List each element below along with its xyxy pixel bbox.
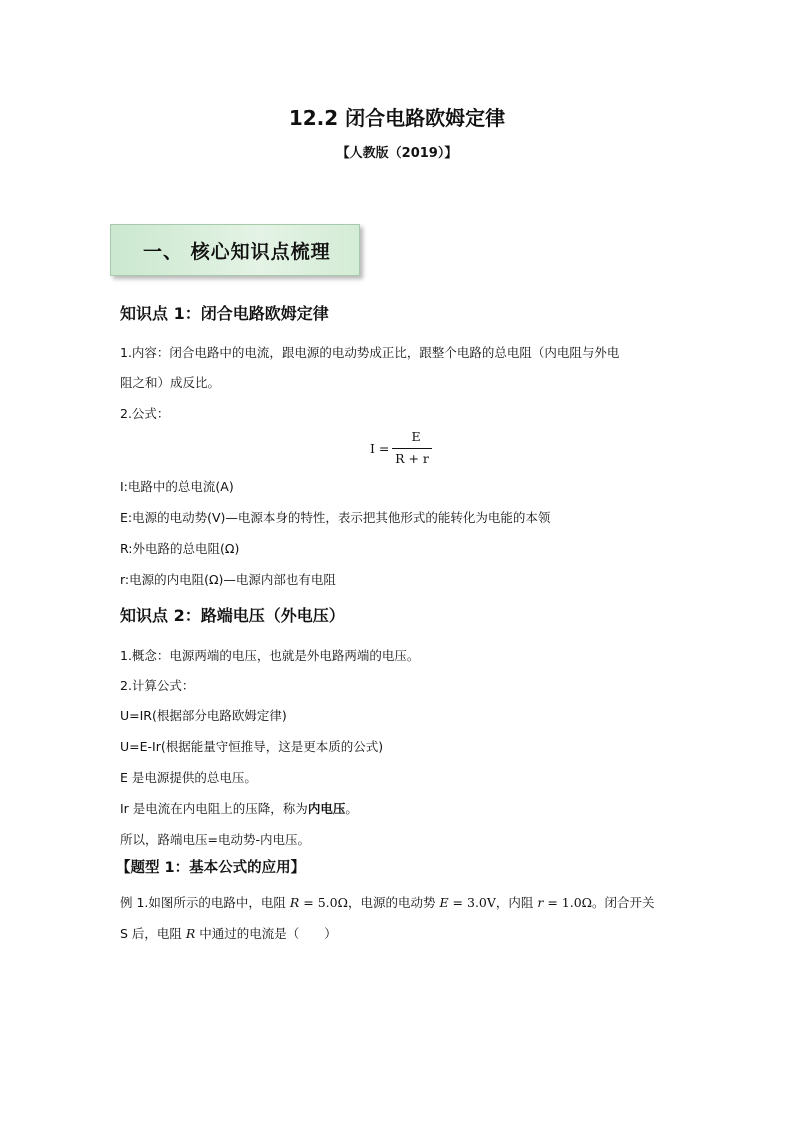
ex-line2-pre: S 后，电阻 bbox=[120, 926, 186, 941]
edition-label: 【人教版（2019）】 bbox=[336, 146, 458, 161]
kp1-def-e: E:电源的电动势(V)—电源本身的特性，表示把其他形式的能转化为电能的本领 bbox=[120, 510, 551, 525]
formula-denominator: R + r bbox=[395, 451, 429, 466]
kp2-concept: 1.概念：电源两端的电压，也就是外电路两端的电压。 bbox=[120, 648, 420, 663]
kp1-formula-label: 2.公式： bbox=[120, 406, 170, 421]
inner-voltage-term: 内电压 bbox=[307, 801, 346, 816]
internal-r-value: = 1.0Ω bbox=[543, 895, 593, 910]
line2-r-symbol: R bbox=[185, 926, 196, 941]
kp1-heading: 知识点 1：闭合电路欧姆定律 bbox=[120, 304, 329, 323]
kp1-def-r-outer: R:外电路的总电阻(Ω) bbox=[120, 541, 240, 556]
page-title: 12.2 闭合电路欧姆定律 bbox=[288, 106, 506, 130]
kp1-content-line1: 1.内容：闭合电路中的电流，跟电源的电动势成正比，跟整个电路的总电阻（内电阻与外电 bbox=[120, 345, 620, 360]
ex-text-pre: 例 1.如图所示的电路中，电阻 bbox=[120, 895, 290, 910]
e-value: = 3.0V bbox=[448, 895, 496, 910]
section-banner-label: 一、 核心知识点梳理 bbox=[143, 241, 331, 263]
section-banner bbox=[110, 224, 360, 276]
kp2-conclusion: 所以，路端电压=电动势-内电压。 bbox=[120, 832, 310, 847]
kp2-ir-note bbox=[120, 793, 680, 824]
ex-text-end: 。闭合开关 bbox=[592, 895, 655, 910]
ir-note-end: 。 bbox=[345, 801, 358, 816]
kp1-content-line2: 阻之和）成反比。 bbox=[120, 375, 221, 390]
formula-lhs: I = bbox=[370, 441, 390, 456]
ir-note-text: Ir 是电流在内电阻上的压降，称为 bbox=[120, 801, 308, 816]
fraction-bar bbox=[392, 448, 432, 449]
ohm-formula bbox=[370, 428, 430, 468]
kp2-formula-2: U=E-Ir(根据能量守恒推导，这是更本质的公式) bbox=[120, 739, 384, 754]
type1-heading: 【题型 1：基本公式的应用】 bbox=[116, 860, 306, 876]
ex-text-mid2: ，内阻 bbox=[495, 895, 538, 910]
e-symbol: E bbox=[439, 895, 449, 910]
internal-r-symbol: r bbox=[537, 895, 544, 910]
ex-line2-end: 中通过的电流是（ ） bbox=[195, 926, 337, 941]
example1-line1 bbox=[120, 887, 680, 918]
r-symbol: R bbox=[289, 895, 300, 910]
formula-numerator: E bbox=[411, 429, 421, 444]
kp1-def-r-inner: r:电源的内电阻(Ω)—电源内部也有电阻 bbox=[120, 572, 336, 587]
r-value: = 5.0Ω bbox=[299, 895, 348, 910]
ex-text-mid1: ，电源的电动势 bbox=[347, 895, 440, 910]
kp2-heading: 知识点 2：路端电压（外电压） bbox=[120, 606, 345, 625]
kp2-formula-1: U=IR(根据部分电路欧姆定律) bbox=[120, 708, 287, 723]
kp2-e-note: E 是电源提供的总电压。 bbox=[120, 770, 257, 785]
kp2-formula-label: 2.计算公式： bbox=[120, 678, 195, 693]
kp1-def-i: I:电路中的总电流(A) bbox=[120, 479, 234, 494]
example1-line2 bbox=[120, 918, 680, 949]
